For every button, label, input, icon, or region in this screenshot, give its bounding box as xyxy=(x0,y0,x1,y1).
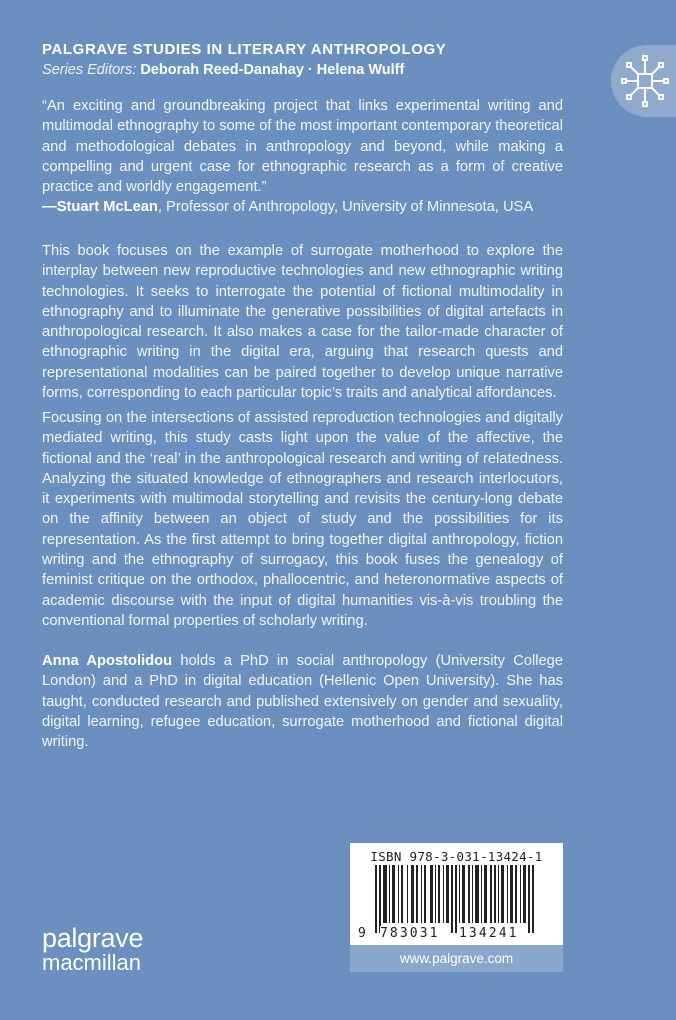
publisher-logo-line2: macmillan xyxy=(42,950,142,975)
series-editors xyxy=(42,62,404,78)
quote-author: Stuart McLean xyxy=(56,199,158,216)
quote-attribution xyxy=(42,197,563,217)
publisher-logo-line1: palgrave xyxy=(42,923,144,953)
isbn-digits-group1: 783031 xyxy=(380,926,440,941)
series-editors-label: Series Editors: xyxy=(42,62,137,78)
author-bio-text: holds a PhD in social anthropology (University College London) and a PhD in digital education (Hellenic Open University). She has taught, conducted research and published extensively on gender and sexuality, digital learning, refugee education, surrogate motherhood and fictional digital writing. xyxy=(42,653,564,751)
isbn-label: ISBN 978-3-031-13424-1 xyxy=(370,849,543,864)
author-bio xyxy=(42,651,563,752)
quote-dash: — xyxy=(42,199,57,216)
series-title: PALGRAVE STUDIES IN LITERARY ANTHROPOLOGY xyxy=(42,41,447,58)
series-editors-names: Deborah Reed-Danahay · Helena Wulff xyxy=(140,62,405,78)
isbn-digits-group2: 134241 xyxy=(459,926,519,941)
description-paragraph-2 xyxy=(42,408,563,631)
quote-affiliation: , Professor of Anthropology, University of Minnesota, USA xyxy=(157,199,534,216)
isbn-barcode-panel xyxy=(350,843,563,945)
description-text: Focusing on the intersections of assisted reproduction technologies and digitally mediated writing, this study casts light upon the value of the affective, the fictional and the ‘real’ in the anthropological research and writing of relatedness. Analyzing the situated knowledge of ethnographers and research interlocutors, it experiments with multimodal storytelling and revisits the century-long debate on the affinity between an object of study and the possibilities for its representation. As the first attempt to bring together digital anthropology, fiction writing and the ethnography of surrogacy, this book fuses the genealogy of feminist critique on the orthodox, phallocentric, and heteronormative aspects of academic discourse with the input of digital humanities vis-à-vis troubling the conventional formal properties of scholarly writing. xyxy=(42,410,563,629)
author-name: Anna Apostolidou xyxy=(42,653,173,669)
isbn-digit-lead: 9 xyxy=(358,926,368,941)
series-badge xyxy=(611,45,676,117)
description-paragraph-1 xyxy=(42,241,563,403)
publisher-logo xyxy=(42,925,143,974)
endorsement-quote xyxy=(42,96,563,218)
barcode xyxy=(350,865,563,933)
network-node-icon xyxy=(621,53,669,109)
isbn-box xyxy=(350,843,563,972)
publisher-url[interactable]: www.palgrave.com xyxy=(399,951,514,966)
description-text: This book focuses on the example of surrogate motherhood to explore the interplay between new reproductive technologies and new ethnographic writing technologies. It seeks to interrogate the potential of fictional multimodality in ethnography and to illuminate the generative possibilities of digital artefacts in anthropological research. It also makes a case for the tailor-made character of ethnographic writing in the digital era, arguing that research quests and representational modalities can be paired together to develop unique narrative forms, corresponding to each particular topic’s traits and analytical affordances. xyxy=(42,243,563,402)
quote-text: “An exciting and groundbreaking project that links experimental writing and multimodal ethnography to some of the most important contemporary theoretical and methodological debates in anthropology and beyond, while making a compelling and urgent case for ethnographic research as a form of creative practice and worldly engagement.” xyxy=(42,98,563,196)
